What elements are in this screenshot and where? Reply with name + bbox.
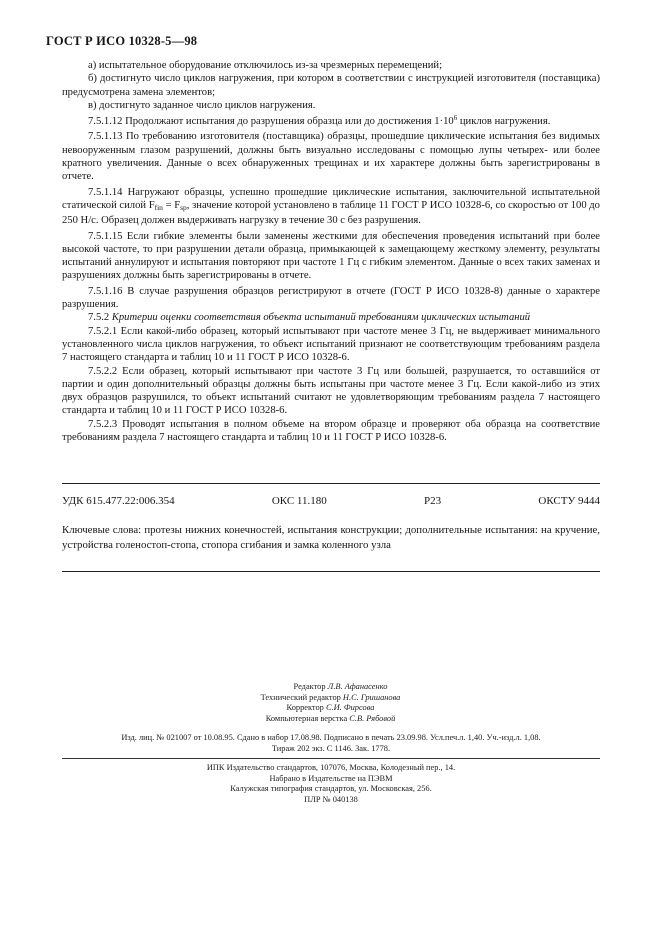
printing-line: ПЛР № 040138 [304, 794, 358, 804]
clause-7-5-2-1: 7.5.2.1 Если какой-либо образец, который испытывают при частоте менее 3 Гц, не выдерживает минимального установленного числа циклов нагружения, то объект испытаний признают не соответствующим требованиям раздела 7 настоящего стандарта и таблиц 10 и 11 ГОСТ Р ИСО 10328-6. [62, 325, 600, 364]
clause-text: 7.5.1.12 Продолжают испытания до разрушения образца или до достижения 1·10 [88, 116, 454, 128]
credit-name: С.И. Фирсова [325, 703, 375, 713]
subscript: fin [154, 202, 163, 212]
credit-tech-editor [0, 693, 661, 704]
clause-7-5-1-15: 7.5.1.15 Если гибкие элементы были заменены жесткими для обеспечения проведения испытаний при более высокой частоте, то при разрушении детали образца, примыкающей к замещающему жесткому элементу, результаты испытаний аннулируют и испытания повторяют при частоте 1 Гц с гибким элементом. Данные о всех таких заменах и разрушениях должны быть зарегистрированы в отчете. [62, 230, 600, 282]
document-body [62, 59, 600, 444]
printing-line: ИПК Издательство стандартов, 107076, Москва, Колодезный пер., 14. [206, 763, 456, 772]
list-item-v: в) достигнуто заданное число циклов нагружения. [88, 99, 316, 111]
printing-info [62, 763, 600, 805]
clause-7-5-2-3: 7.5.2.3 Проводят испытания в полном объеме на втором образце и проверяют оба образца на соответствие требованиям раздела 7 настоящего стандарта и таблиц 10 и 11 ГОСТ Р ИСО 10328-6. [62, 418, 600, 444]
clause-text: циклов нагружения. [457, 116, 551, 128]
clause-text: 7.5.1.14 Нагружают образцы, успешно прошедшие циклические испытания, заключительной испытательной статической силой F [62, 186, 600, 211]
credit-corrector [0, 703, 661, 714]
credit-role: Технический редактор [260, 692, 343, 702]
clause-7-5-2 [62, 311, 600, 324]
credit-role: Редактор [293, 682, 328, 691]
subscript: sp [180, 202, 187, 212]
list-item-a: а) испытательное оборудование отключилось из-за чрезмерных перемещений; [88, 60, 443, 71]
okstu-code: ОКСТУ 9444 [538, 495, 600, 507]
credit-name: С.В. Рябовой [349, 713, 396, 723]
list-item-b: б) достигнуто число циклов нагружения, при котором в соответствии с инструкцией изготовителя (поставщика) предусмотрена замена элементов; [62, 73, 600, 98]
classification-codes [62, 495, 600, 507]
printing-line: Калужская типография стандартов, ул. Московская, 256. [230, 784, 432, 794]
oks-code: ОКС 11.180 [271, 495, 327, 507]
divider-top [62, 483, 600, 484]
divider-publishing [62, 758, 600, 759]
clause-7-5-2-2: 7.5.2.2 Если образец, который испытывают при частоте 3 Гц или большей, разрушается, то оставшийся от партии и один дополнительный образцы должны быть испытаны при частоте менее 3 Гц. Если какой-либо из этих двух образцов разрушился, то объект испытаний считают не удовлетворяющим требованиям раздела 7 настоящего стандарта и таблиц 10 и 11 ГОСТ Р ИСО 10328-6. [62, 365, 600, 417]
credit-layout [0, 714, 661, 725]
clause-text: , значение которой установлено в таблице 11 ГОСТ Р ИСО 10328-6, со скоростью от 100 до 250 Н/с. Образец должен выдерживать нагрузку в течение 30 с без разрушения. [62, 199, 600, 227]
credit-role: Корректор [286, 703, 326, 713]
clause-7-5-1-14 [62, 186, 600, 228]
superscript: 6 [453, 114, 458, 123]
clause-7-5-1-16: 7.5.1.16 В случае разрушения образцов регистрируют в отчете (ГОСТ Р ИСО 10328-8) данные о характере разрушения. [62, 285, 600, 311]
page-header: ГОСТ Р ИСО 10328-5—98 [46, 34, 198, 48]
clause-7-5-1-13: 7.5.1.13 По требованию изготовителя (поставщика) образцы, прошедшие циклические испытания без видимых невооруженным глазом разрушений, должны быть визуально исследованы с помощью лупы четырех- или более кратного увеличения. Данные о всех обнаруженных трещинах и их характере должны быть зарегистрированы в отчете. [62, 131, 600, 183]
keywords: Ключевые слова: протезы нижних конечностей, испытания конструкции; дополнительные испытания: на кручение, устройства голеностоп-стопа, стопора сгибания и замка коленного узла [62, 524, 600, 551]
udk-code: УДК 615.477.22:006.354 [62, 495, 175, 507]
clause-number: 7.5.2 [88, 312, 112, 324]
clause-text: = F [162, 199, 181, 211]
publishing-line: Тираж 202 экз. С 1146. Зак. 1778. [271, 743, 391, 753]
credits-block [0, 682, 661, 724]
clause-heading: Критерии оценки соответствия объекта испытаний требованиям циклических испытаний [111, 312, 531, 324]
printing-line: Набрано в Издательстве на ПЭВМ [269, 773, 393, 783]
publishing-line: Изд. лиц. № 021007 от 10.08.95. Сдано в набор 17.08.98. Подписано в печать 23.09.98. Усл.печ.л. 1,40. Уч.-изд.л. 1,08. [121, 733, 541, 742]
divider-bottom [62, 571, 600, 572]
credit-role: Компьютерная верстка [265, 713, 350, 723]
publishing-info [62, 733, 600, 754]
clause-7-5-1-12 [62, 112, 600, 128]
credit-name: Л.В. Афанасенко [327, 682, 388, 691]
p-code: Р23 [424, 495, 442, 507]
credit-name: Н.С. Гришанова [342, 692, 401, 702]
credit-editor [0, 682, 661, 693]
